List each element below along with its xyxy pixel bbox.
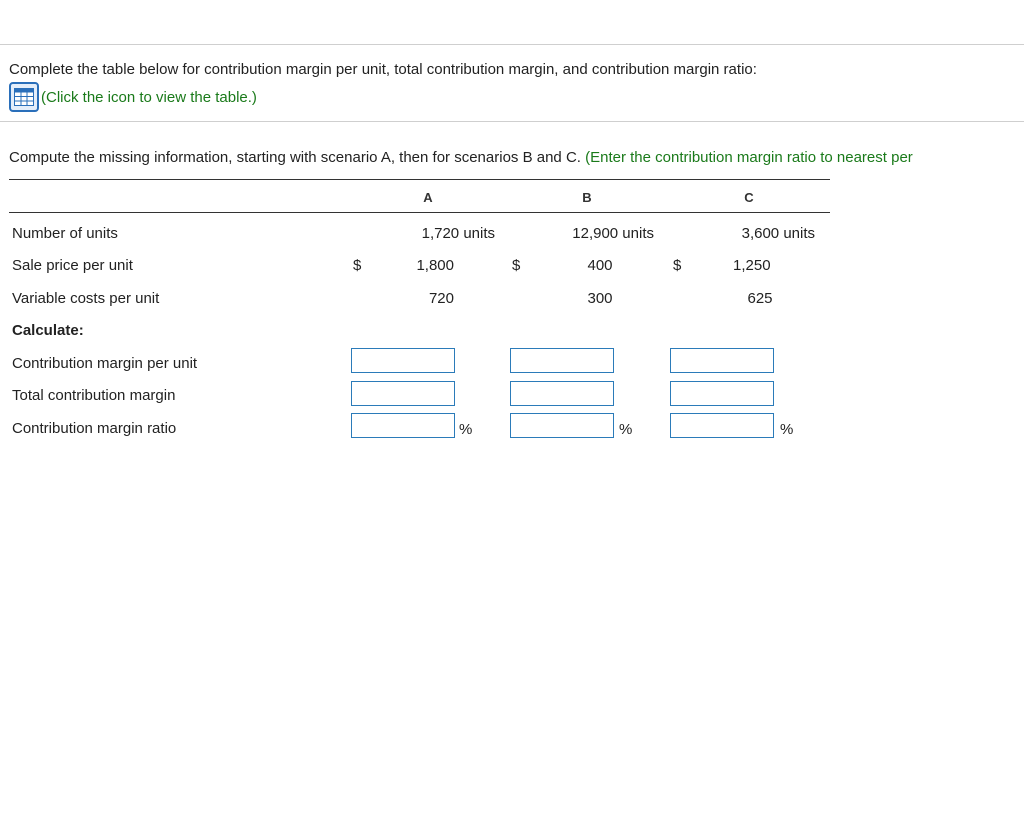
table-grid-icon	[14, 88, 34, 106]
row-label-variable-costs: Variable costs per unit	[12, 290, 160, 307]
instruction	[9, 149, 913, 166]
row-label-cm-per-unit: Contribution margin per unit	[12, 355, 198, 372]
currency-b: $	[512, 257, 521, 274]
sale-price-a: 1,800	[416, 257, 454, 274]
percent-sign-a: %	[459, 421, 473, 438]
row-label-sale-price: Sale price per unit	[12, 257, 133, 274]
column-header-c: C	[744, 190, 754, 205]
variable-cost-a: 720	[428, 290, 454, 307]
table-link-row	[9, 82, 257, 112]
row-label-units: Number of units	[12, 225, 118, 242]
calculate-heading: Calculate:	[12, 322, 84, 339]
total-cm-input-c[interactable]	[670, 381, 774, 406]
column-header-a: A	[423, 190, 433, 205]
intro-text: Complete the table below for contribution margin per unit, total contribution margin, and contribution margin ratio:	[9, 61, 757, 78]
cm-per-unit-input-b[interactable]	[510, 348, 614, 373]
units-a: 1,720 units	[421, 225, 495, 242]
cm-ratio-input-b[interactable]	[510, 413, 614, 438]
table-icon[interactable]	[9, 82, 39, 112]
cm-ratio-input-c[interactable]	[670, 413, 774, 438]
currency-c: $	[673, 257, 682, 274]
percent-sign-b: %	[619, 421, 633, 438]
cm-per-unit-input-a[interactable]	[351, 348, 455, 373]
percent-sign-c: %	[780, 421, 794, 438]
currency-a: $	[353, 257, 362, 274]
sale-price-b: 400	[587, 257, 613, 274]
top-divider	[0, 44, 1024, 45]
cm-ratio-input-a[interactable]	[351, 413, 455, 438]
variable-cost-b: 300	[587, 290, 613, 307]
total-cm-input-a[interactable]	[351, 381, 455, 406]
instruction-main: Compute the missing information, starting with scenario A, then for scenarios B and C.	[9, 149, 586, 166]
view-table-link[interactable]: (Click the icon to view the table.)	[41, 88, 257, 106]
units-c: 3,600 units	[741, 225, 815, 242]
row-label-total-cm: Total contribution margin	[12, 387, 176, 404]
section-divider	[0, 121, 1024, 122]
header-bottom-border	[9, 212, 830, 213]
instruction-hint: (Enter the contribution margin ratio to nearest per	[585, 149, 913, 166]
column-header-b: B	[582, 190, 592, 205]
variable-cost-c: 625	[747, 290, 773, 307]
sale-price-c: 1,250	[733, 257, 771, 274]
total-cm-input-b[interactable]	[510, 381, 614, 406]
cm-per-unit-input-c[interactable]	[670, 348, 774, 373]
row-label-cm-ratio: Contribution margin ratio	[12, 420, 177, 437]
units-b: 12,900 units	[572, 225, 654, 242]
table-top-border	[9, 179, 830, 180]
